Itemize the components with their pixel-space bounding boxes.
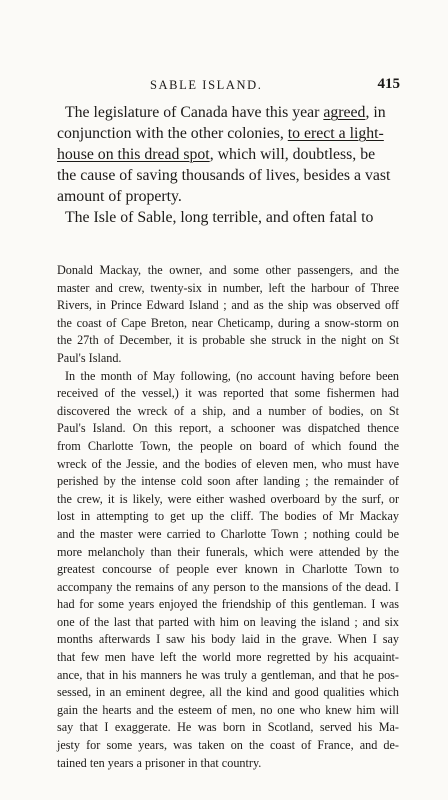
footnote-line: master and crew, twenty-six in number, left the harbour of Three <box>57 280 399 295</box>
footnote-line: and the master were carried to Charlotte Town ; nothing could be <box>57 526 399 541</box>
footnote-line: received of the vessel,) it was reported that some fishermen had <box>57 386 399 401</box>
footnote-paragraph <box>57 262 399 368</box>
underlined-phrase: agreed <box>323 104 366 121</box>
text-line: the cause of saving thousands of lives, besides a vast <box>57 167 391 184</box>
footnote-paragraph <box>57 368 399 773</box>
footnote-line: In the month of May following, (no account having before been <box>65 368 399 383</box>
footnote-line: ance, that in his manners he was truly a gentleman, and that he pos- <box>57 667 399 682</box>
footnote-line: Paul's Island. On this report, a schooner was dispatched thence <box>57 421 399 436</box>
footnote-line: tained ten years a prisoner in that country. <box>57 755 262 770</box>
text-line: house on this dread spot, which will, doubtless, be <box>57 146 376 163</box>
text-line: The Isle of Sable, long terrible, and often fatal to <box>65 209 374 226</box>
main-paragraph <box>57 102 399 207</box>
footnote-line: sessed, in an eminent degree, all the kind and good qualities which <box>57 685 399 700</box>
text-line: amount of property. <box>57 188 182 205</box>
footnote-line: from Charlotte Town, the people on board of which found the <box>57 438 399 453</box>
footnote-line: wreck of the Jessie, and the bodies of eleven men, who must have <box>57 456 399 471</box>
underlined-phrase: house on this dread spot <box>57 146 210 163</box>
footnote <box>57 262 399 772</box>
footnote-line: that few men have left the world more regretted by his acquaint- <box>57 650 399 665</box>
footnote-line: Rivers, in Prince Edward Island ; and as the ship was observed off <box>57 298 399 313</box>
footnote-line: greatest concourse of people ever known in Charlotte Town to <box>57 562 399 577</box>
main-text <box>57 102 399 228</box>
underlined-phrase: to erect a light- <box>287 125 384 142</box>
footnote-line: discovered the wreck of a ship, and a number of bodies, on St <box>57 403 399 418</box>
footnote-line: the crew, it is likely, were either washed overboard by the surf, or <box>57 491 399 506</box>
footnote-line: more melancholy than their funerals, which were attended by the <box>57 544 399 559</box>
text-line: The legislature of Canada have this year agreed, in <box>65 104 386 121</box>
page-header <box>40 76 400 96</box>
footnote-line: jesty for some years, was taken on the coast of France, and de- <box>57 738 399 753</box>
footnote-line: one of the last that parted with him on leaving the island ; and six <box>57 614 399 629</box>
main-paragraph <box>57 207 399 228</box>
footnote-line: the coast of Cape Breton, near Cheticamp, during a snow-storm on <box>57 315 399 330</box>
footnote-line: perished by the intense cold soon after landing ; the remainder of <box>57 474 399 489</box>
footnote-line: accompany the remains of any person to the mansions of the dead. I <box>57 579 399 594</box>
footnote-line: say that I exaggerate. He was born in Scotland, served his Ma- <box>57 720 399 735</box>
text-line: conjunction with the other colonies, to erect a light- <box>57 125 384 142</box>
footnote-line: gain the hearts and the esteem of men, no one who knew him will <box>57 702 399 717</box>
page-number: 415 <box>377 76 400 92</box>
footnote-line: the 27th of December, it is probable she struck in the night on St <box>57 333 399 348</box>
running-head: SABLE ISLAND. <box>150 78 263 92</box>
footnote-line: had for some years enjoyed the friendship of this gentleman. I was <box>57 597 399 612</box>
footnote-line: Paul's Island. <box>57 350 122 365</box>
footnote-line: lost in attempting to get up the cliff. The bodies of Mr Mackay <box>57 509 399 524</box>
footnote-line: Donald Mackay, the owner, and some other passengers, and the <box>57 263 399 277</box>
footnote-line: months afterwards I saw his body laid in the grave. When I say <box>57 632 399 647</box>
